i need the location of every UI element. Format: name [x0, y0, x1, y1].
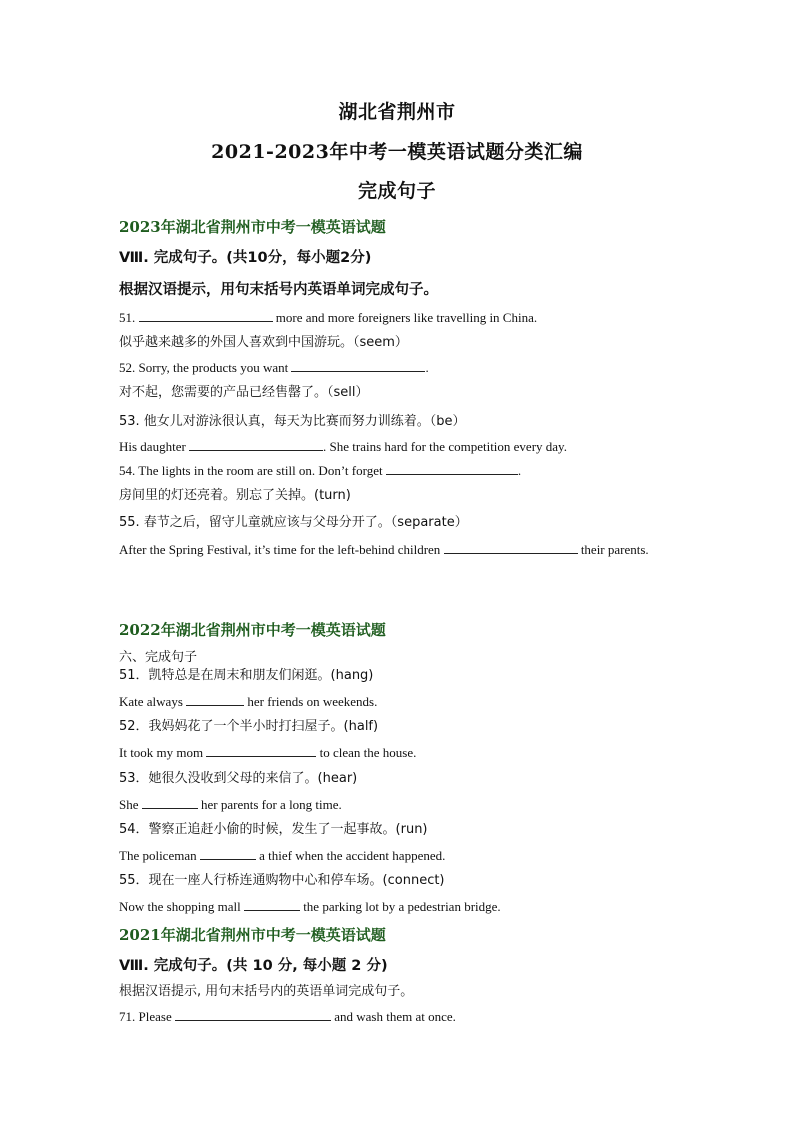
answer-blank[interactable] — [386, 462, 518, 475]
q-text-end: her parents for a long time. — [197, 797, 342, 812]
q-text: She — [119, 797, 142, 812]
question-2022-53-hint: 53．她很久没收到父母的来信了。(hear) — [119, 771, 358, 786]
q-number: 51. — [119, 310, 136, 325]
answer-blank[interactable] — [186, 693, 244, 706]
question-2023-51-hint: 似乎越来越多的外国人喜欢到中国游玩。（seem） — [119, 335, 408, 350]
doc-title-region: 湖北省荆州市 — [338, 101, 456, 123]
answer-blank[interactable] — [139, 309, 273, 322]
q-text-end: . She trains hard for the competition every day. — [323, 439, 567, 454]
q-text: It took my mom — [119, 745, 207, 760]
q-text: Now the shopping mall — [119, 899, 244, 914]
q-text: After the Spring Festival, it’s time for the left-behind children — [119, 542, 444, 557]
answer-blank[interactable] — [200, 847, 256, 860]
q-text-end: to clean the house. — [316, 745, 417, 760]
q-text: 52. Sorry, the products you want — [119, 360, 292, 375]
answer-blank[interactable] — [175, 1008, 331, 1021]
q-text-end: their parents. — [577, 542, 649, 557]
question-2022-54 — [119, 847, 445, 865]
question-2023-54-hint: 房间里的灯还亮着。别忘了关掉。(turn) — [119, 488, 351, 503]
q-text: 54. The lights in the room are still on. Don’t forget — [119, 463, 386, 478]
question-2022-55-hint: 55．现在一座人行桥连通购物中心和停车场。(connect) — [119, 873, 445, 888]
q-text-end: and wash them at once. — [330, 1009, 456, 1024]
q-text-end: a thief when the accident happened. — [255, 848, 446, 863]
q-text-end: the parking lot by a pedestrian bridge. — [299, 899, 501, 914]
section-2023-title: 2023年湖北省荆州市中考一模英语试题 — [119, 218, 386, 236]
section-2021-part: Ⅷ. 完成句子。(共 10 分, 每小题 2 分) — [119, 958, 388, 974]
answer-blank[interactable] — [444, 541, 578, 554]
section-2023-part: Ⅷ. 完成句子。(共10分，每小题2分) — [119, 250, 372, 266]
q-text-end: her friends on weekends. — [244, 694, 378, 709]
question-2022-55 — [119, 898, 501, 916]
q-text: The policeman — [119, 848, 200, 863]
answer-blank[interactable] — [189, 438, 323, 451]
answer-blank[interactable] — [291, 359, 425, 372]
question-2023-53 — [119, 438, 567, 456]
question-2023-55-hint: 55. 春节之后，留守儿童就应该与父母分开了。（separate） — [119, 515, 468, 530]
question-2022-52 — [119, 744, 416, 762]
q-text-end: . — [425, 360, 429, 375]
question-2022-52-hint: 52．我妈妈花了一个半小时打扫屋子。(half) — [119, 719, 379, 734]
doc-title-main: 2021-2023年中考一模英语试题分类汇编 — [211, 141, 583, 163]
question-2022-51 — [119, 693, 377, 711]
question-2022-54-hint: 54．警察正追赶小偷的时候，发生了一起事故。(run) — [119, 822, 428, 837]
question-2023-51 — [119, 309, 537, 327]
section-2021-title: 2021年湖北省荆州市中考一模英语试题 — [119, 926, 386, 944]
q-text-end: . — [517, 463, 522, 478]
q-text: His daughter — [119, 439, 190, 454]
q-text: 71. Please — [119, 1009, 175, 1024]
q-text: Kate always — [119, 694, 187, 709]
question-2022-51-hint: 51．凯特总是在周末和朋友们闲逛。(hang) — [119, 668, 374, 683]
section-2022-part: 六、完成句子 — [119, 650, 198, 665]
question-2023-53-hint: 53. 他女儿对游泳很认真，每天为比赛而努力训练着。（be） — [119, 414, 466, 429]
section-2021-instruction: 根据汉语提示, 用句末括号内的英语单词完成句子。 — [119, 984, 414, 999]
answer-blank[interactable] — [206, 744, 316, 757]
question-2023-55 — [119, 538, 674, 562]
section-2023-instruction: 根据汉语提示，用句末括号内英语单词完成句子。 — [119, 282, 438, 298]
question-2023-54 — [119, 462, 521, 480]
doc-title-topic: 完成句子 — [357, 180, 436, 202]
q-text: more and more foreigners like travelling in China. — [272, 310, 538, 325]
question-2022-53 — [119, 796, 342, 814]
question-2023-52 — [119, 359, 429, 377]
question-2023-52-hint: 对不起，您需要的产品已经售罄了。（sell） — [119, 385, 369, 400]
question-2021-71 — [119, 1008, 456, 1026]
answer-blank[interactable] — [142, 796, 198, 809]
answer-blank[interactable] — [244, 898, 300, 911]
section-2022-title: 2022年湖北省荆州市中考一模英语试题 — [119, 621, 386, 639]
